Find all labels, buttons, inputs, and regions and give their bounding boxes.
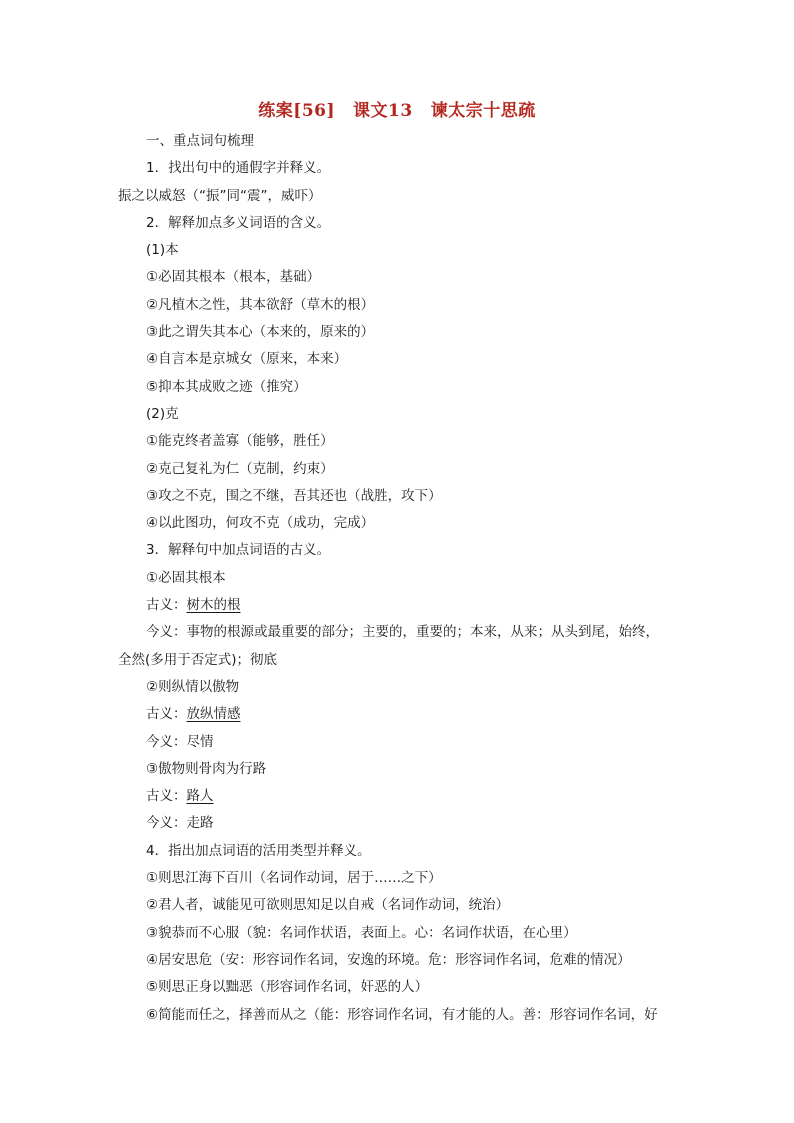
answer-line: ①必固其根本（根本，基础）: [146, 269, 321, 286]
answer-line: ④自言本是京城女（原来，本来）: [146, 351, 348, 368]
question-heading: 2．解释加点多义词语的含义。: [146, 214, 331, 231]
answer-line: ④以此图功，何攻不克（成功，完成）: [146, 515, 375, 532]
page-title: [0, 96, 794, 121]
section-heading: 一、重点词句梳理: [146, 133, 254, 149]
answer-line: ②克己复礼为仁（克制，约束）: [146, 460, 334, 477]
question-heading: 1．找出句中的通假字并释义。: [146, 160, 331, 177]
example-sentence: ③傲物则骨肉为行路: [146, 760, 267, 777]
ancient-meaning-line: [118, 783, 678, 810]
answer-line: ②凡植木之性，其本欲舒（草木的根）: [146, 296, 375, 313]
answer-line: ④居安思危（安：形容词作名词，安逸的环境。危：形容词作名词，危难的情况）: [146, 951, 631, 968]
ancient-meaning-answer: 路人: [186, 788, 214, 805]
example-sentence: ①必固其根本: [146, 569, 226, 586]
answer-line: ②君人者，诚能见可欲则思知足以自戒（名词作动词，统治）: [146, 897, 510, 914]
ancient-meaning-label: 古义：: [146, 597, 187, 614]
ancient-meaning-label: 古义：: [146, 788, 187, 805]
question-heading: 3．解释句中加点词语的古义。: [146, 542, 331, 559]
ancient-meaning-answer: 放纵情感: [186, 706, 241, 723]
answer-line: ⑥简能而任之，择善而从之（能：形容词作名词，有才能的人。善：形容词作名词，好: [146, 1006, 658, 1023]
example-sentence: ②则纵情以傲物: [146, 678, 240, 695]
ancient-meaning-answer: 树木的根: [186, 597, 241, 614]
answer-line: ⑤抑本其成败之迹（推究）: [146, 378, 307, 395]
answer-line: ③貌恭而不心服（貌：名词作状语，表面上。心：名词作状语，在心里）: [146, 924, 577, 941]
modern-meaning-line: 今义：走路: [146, 815, 214, 832]
answer-line: 振之以威怒（“振”同“震”，威吓）: [118, 187, 322, 204]
sub-heading: (1)本: [146, 242, 179, 259]
sub-heading: (2)克: [146, 405, 179, 422]
ancient-meaning-line: [118, 701, 678, 728]
modern-meaning-continued: 全然(多用于否定式)；彻底: [118, 651, 278, 668]
answer-line: ①则思江海下百川（名词作动词，居于……之下）: [146, 870, 442, 887]
document-body: [118, 128, 678, 1029]
answer-line: ③此之谓失其本心（本来的，原来的）: [146, 324, 375, 341]
answer-line: ①能克终者盖寡（能够，胜任）: [146, 433, 334, 450]
modern-meaning-line: 今义：事物的根源或最重要的部分；主要的，重要的；本来，从来；从头到尾，始终，: [146, 624, 659, 641]
title-lesson-number: 课文13: [353, 101, 413, 121]
answer-line: ③攻之不克，围之不继，吾其还也（战胜，攻下）: [146, 487, 442, 504]
title-exercise-number: 练案[56]: [258, 101, 336, 121]
answer-line: ⑤则思正身以黜恶（形容词作名词，奸恶的人）: [146, 979, 429, 996]
ancient-meaning-label: 古义：: [146, 706, 187, 723]
ancient-meaning-line: [118, 592, 678, 619]
question-heading: 4．指出加点词语的活用类型并释义。: [146, 842, 371, 859]
modern-meaning-line: 今义：尽情: [146, 733, 214, 750]
title-lesson-name: 谏太宗十思疏: [430, 101, 536, 121]
